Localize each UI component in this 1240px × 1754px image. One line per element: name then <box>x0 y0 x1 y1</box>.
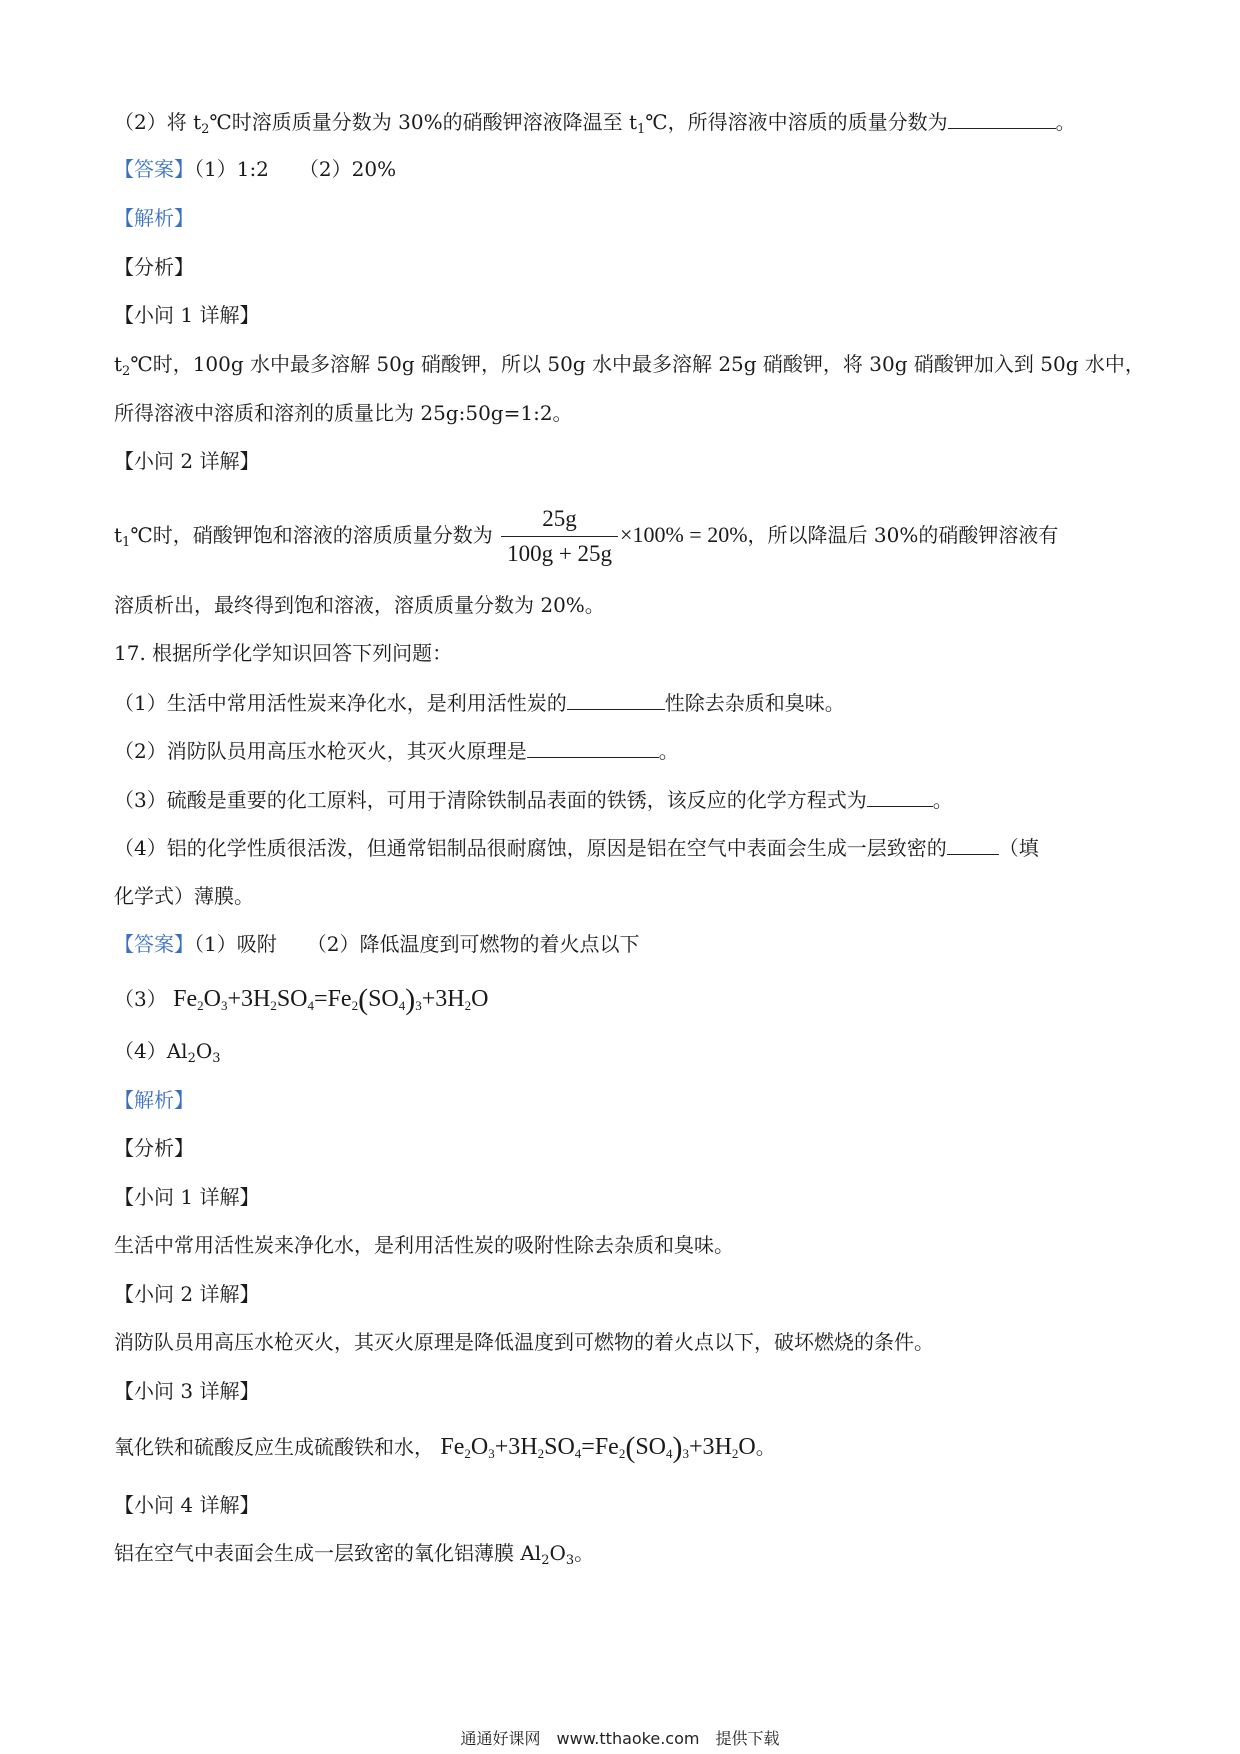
q17-part1: （1）生活中常用活性炭来净化水，是利用活性炭的 性除去杂质和臭味。 <box>114 687 845 718</box>
q17-title: 17. 根据所学化学知识回答下列问题： <box>114 641 453 665</box>
q16-detail2-line1: $t_1℃$时，硝酸钾饱和溶液的溶质质量分数为 $\frac{25g}{100g + 25g}$ ×100% = 20%，所以降温后 30%的硝酸钾溶液有 <box>114 500 1058 570</box>
q16-answer: 【答案】（1）1:2 （2）20% <box>114 157 397 181</box>
q17-subq3-heading: 【小问 3 详解】 <box>114 1379 260 1403</box>
answer-blank <box>948 106 1056 129</box>
q17-subq4-heading: 【小问 4 详解】 <box>114 1493 260 1517</box>
q16-detail1-line1: $t_2℃$时，100g 水中最多溶解 50g 硝酸钾，所以 50g 水中最多溶解 25g 硝酸钾，将 30g 硝酸钾加入到 50g 水中， <box>114 352 1145 379</box>
q17-part4-line2: 化学式）薄膜。 <box>114 884 254 908</box>
q17-part4-line1: （4）铝的化学性质很活泼，但通常铝制品很耐腐蚀，原因是铝在空气中表面会生成一层致密的 （填 <box>114 832 1039 863</box>
q17-detail4: 铝在空气中表面会生成一层致密的氧化铝薄膜 $Al_2O_3$。 <box>114 1541 595 1568</box>
answer-tag: 【答案】 <box>114 157 194 181</box>
q17-detail2: 消防队员用高压水枪灭火，其灭火原理是降低温度到可燃物的着火点以下，破坏燃烧的条件。 <box>114 1330 934 1354</box>
fraction: $\frac{25g}{100g + 25g}$ <box>501 504 618 569</box>
q16-subq2-heading: 【小问 2 详解】 <box>114 449 260 473</box>
q17-part2: （2）消防队员用高压水枪灭火，其灭火原理是 。 <box>114 735 679 766</box>
chemical-equation: $Fe_2O_3+3H_2SO_4=Fe_2(SO_4)_3+3H_2O$ <box>173 983 489 1016</box>
answer-blank <box>567 687 665 710</box>
q17-answer: 【答案】（1）吸附 （2）降低温度到可燃物的着火点以下 <box>114 932 640 956</box>
q17-subq1-heading: 【小问 1 详解】 <box>114 1185 260 1209</box>
page-footer: 通通好课网 www.tthaoke.com 提供下载 <box>460 1729 780 1748</box>
answer-tag: 【答案】 <box>114 932 194 956</box>
q16-part2-question: （2）将 $t_2℃$时溶质质量分数为 30%的硝酸钾溶液降温至 $t_1℃$，所得溶液中溶质的质量分数为 。 <box>114 106 1076 137</box>
q17-answer3: （3） $Fe_2O_3+3H_2SO_4=Fe_2(SO_4)_3+3H_2O$ <box>114 983 489 1016</box>
q16-subq1-heading: 【小问 1 详解】 <box>114 303 260 327</box>
q16-detail1-line2: 所得溶液中溶质和溶剂的质量比为 25g:50g=1:2。 <box>114 401 573 425</box>
q16-jiexi-heading: 【解析】 <box>114 206 194 230</box>
q16-detail2-line2: 溶质析出，最终得到饱和溶液，溶质质量分数为 20%。 <box>114 593 605 617</box>
q16-fenxi-heading: 【分析】 <box>114 255 194 279</box>
chemical-equation: $Fe_2O_3+3H_2SO_4=Fe_2(SO_4)_3+3H_2O$ <box>440 1431 756 1464</box>
q17-fenxi-heading: 【分析】 <box>114 1136 194 1160</box>
q17-subq2-heading: 【小问 2 详解】 <box>114 1282 260 1306</box>
q17-part3: （3）硫酸是重要的化工原料，可用于清除铁制品表面的铁锈，该反应的化学方程式为 。 <box>114 784 953 815</box>
q17-answer4: $(4)Al_2O_3$ <box>114 1039 221 1066</box>
answer-blank <box>527 735 659 758</box>
answer-blank <box>947 832 999 855</box>
q17-jiexi-heading: 【解析】 <box>114 1088 194 1112</box>
answer-blank <box>867 784 933 807</box>
q17-detail3: 氧化铁和硫酸反应生成硫酸铁和水， $Fe_2O_3+3H_2SO_4=Fe_2(SO_4)_3+3H_2O$。 <box>114 1431 776 1464</box>
q17-detail1: 生活中常用活性炭来净化水，是利用活性炭的吸附性除去杂质和臭味。 <box>114 1233 734 1257</box>
